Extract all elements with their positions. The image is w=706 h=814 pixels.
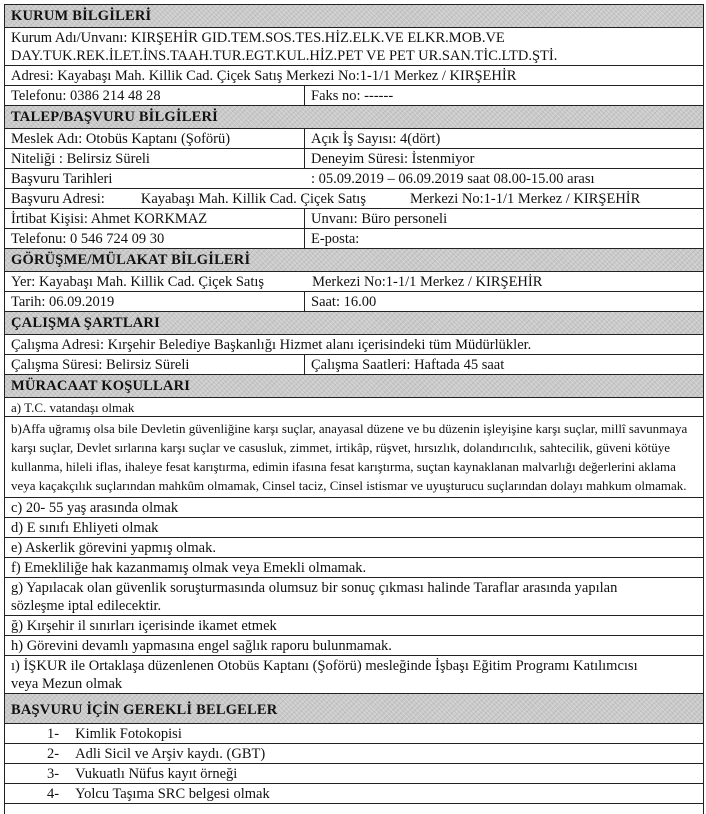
- belge-item: [5, 784, 703, 804]
- basvuru-tarihleri-label: Başvuru Tarihleri: [11, 171, 113, 187]
- deneyim-suresi: Deneyim Süresi: İstenmiyor: [311, 151, 475, 167]
- calisma-suresi: Çalışma Süresi: Belirsiz Süreli: [5, 355, 305, 374]
- section-header-gorusme: GÖRÜŞME/MÜLAKAT BİLGİLERİ: [5, 249, 703, 272]
- meslek-adi: Meslek Adı: Otobüs Kaptanı (Şoförü): [5, 129, 305, 148]
- irtibat-telefonu: Telefonu: 0 546 724 09 30: [5, 229, 305, 248]
- gorusme-yer-part2: Merkezi No:1-1/1 Merkez / KIRŞEHİR: [312, 274, 543, 290]
- gorusme-tarih: Tarih: 06.09.2019: [5, 292, 305, 311]
- gorusme-saat: Saat: 16.00: [311, 294, 377, 310]
- muracaat-item-c: c) 20- 55 yaş arasında olmak: [11, 500, 179, 516]
- unvani: Unvanı: Büro personeli: [311, 211, 448, 227]
- section-header-muracaat: MÜRACAAT KOŞULLARI: [5, 375, 703, 398]
- basvuru-adresi: [5, 189, 703, 208]
- belge-num: 4-: [47, 786, 60, 802]
- job-posting-document: [4, 4, 704, 814]
- kurum-phone: Telefonu: 0386 214 48 28: [5, 86, 305, 105]
- e-posta: E-posta:: [311, 231, 360, 247]
- belge-text: Yolcu Taşıma SRC belgesi olmak: [75, 786, 270, 802]
- belge-num: 2-: [47, 746, 60, 762]
- belge-text: Kimlik Fotokopisi: [75, 726, 182, 742]
- gorusme-yer-part1: Yer: Kayabaşı Mah. Killik Cad. Çiçek Satış: [11, 274, 265, 290]
- muracaat-item-gg: ğ) Kırşehir il sınırları içerisinde ikamet etmek: [11, 618, 277, 634]
- niteligi: Niteliği : Belirsiz Süreli: [5, 149, 305, 168]
- muracaat-item-g: g) Yapılacak olan güvenlik soruşturmasında olumsuz bir sonuç çıkması halinde Taraflar arasında yapılan sözleşme iptal edilecektir.: [11, 580, 618, 614]
- muracaat-item-i: ı) İŞKUR ile Ortaklaşa düzenlenen Otobüs Kaptanı (Şoförü) mesleğinde İşbaşı Eğitim Programı Katılımcısı veya Mezun olmak: [11, 658, 638, 692]
- muracaat-item-h: h) Görevini devamlı yapmasına engel sağlık raporu bulunmamak.: [11, 638, 392, 654]
- belge-item: [5, 764, 703, 784]
- basvuru-tarihleri-value: : 05.09.2019 – 06.09.2019 saat 08.00-15.00 arası: [311, 171, 595, 187]
- belge-item: [5, 744, 703, 764]
- muracaat-item-f: f) Emekliliğe hak kazanmamış olmak veya Emekli olmamak.: [11, 560, 367, 576]
- belge-text: Adli Sicil ve Arşiv kaydı. (GBT): [75, 746, 266, 762]
- basvuru-adresi-part1: Kayabaşı Mah. Killik Cad. Çiçek Satış: [140, 191, 366, 207]
- belge-item: [5, 724, 703, 744]
- muracaat-item-a: a) T.C. vatandaşı olmak: [11, 400, 135, 415]
- calisma-saatleri: Çalışma Saatleri: Haftada 45 saat: [311, 357, 505, 373]
- kurum-name-line1: Kurum Adı/Unvanı: KIRŞEHİR GID.TEM.SOS.TES.HİZ.ELK.VE ELKR.MOB.VE: [11, 30, 505, 46]
- row-kurum-name: [5, 28, 703, 66]
- section-header-calisma: ÇALIŞMA ŞARTLARI: [5, 312, 703, 335]
- kurum-name-line2: DAY.TUK.REK.İLET.İNS.TAAH.TUR.EGT.KUL.HİZ.PET VE PET UR.SAN.TİC.LTD.ŞTİ.: [11, 48, 558, 64]
- calisma-adresi: Çalışma Adresi: Kırşehir Belediye Başkanlığı Hizmet alanı içerisindeki tüm Müdürlükler.: [11, 337, 532, 353]
- section-header-belgeler: BAŞVURU İÇİN GEREKLİ BELGELER: [5, 694, 703, 724]
- section-header-kurum: KURUM BİLGİLERİ: [5, 5, 703, 28]
- kurum-address: Adresi: Kayabaşı Mah. Killik Cad. Çiçek Satış Merkezi No:1-1/1 Merkez / KIRŞEHİR: [11, 68, 517, 84]
- belge-text: Vukuatlı Nüfus kayıt örneği: [75, 766, 238, 782]
- acik-is-sayisi: Açık İş Sayısı: 4(dört): [311, 131, 441, 147]
- belge-num: 3-: [47, 766, 60, 782]
- muracaat-item-d: d) E sınıfı Ehliyeti olmak: [11, 520, 159, 536]
- basvuru-adresi-part2: Merkezi No:1-1/1 Merkez / KIRŞEHİR: [409, 191, 641, 207]
- row-kurum-phone: [5, 86, 703, 106]
- kurum-fax: Faks no: ------: [311, 88, 394, 104]
- basvuru-adresi-label: Başvuru Adresi:: [11, 191, 105, 207]
- empty-row: [5, 804, 703, 814]
- irtibat-kisisi: İrtibat Kişisi: Ahmet KORKMAZ: [5, 209, 305, 228]
- section-header-talep: TALEP/BAŞVURU BİLGİLERİ: [5, 106, 703, 129]
- muracaat-item-b: b)Affa uğramış olsa bile Devletin güvenliğine karşı suçlar, anayasal düzene ve bu düzenin işleyişine karşı suçlar, millî savunmaya karşı suçlar, Devlet sırlarına karşı suçlar ve casusluk, zimmet, irtikâp, rüşvet, hırsızlık, dolandırıcılık, sahtecilik, güveni kötüye kullanma, hileli iflas, ihaleye fesat karıştırma, edimin ifasına fesat karıştırma, suçtan kaynaklanan malvarlığı değerlerini aklama veya kaçakçılık suçlarından mahkûm olmamak, Cinsel taciz, Cinsel istismar ve uyuşturucu suçlarından dolayı mahkum olmamak.: [11, 421, 688, 493]
- gorusme-yer: [5, 272, 703, 291]
- row-kurum-address: [5, 66, 703, 86]
- muracaat-item-e: e) Askerlik görevini yapmış olmak.: [11, 540, 216, 556]
- belge-num: 1-: [47, 726, 60, 742]
